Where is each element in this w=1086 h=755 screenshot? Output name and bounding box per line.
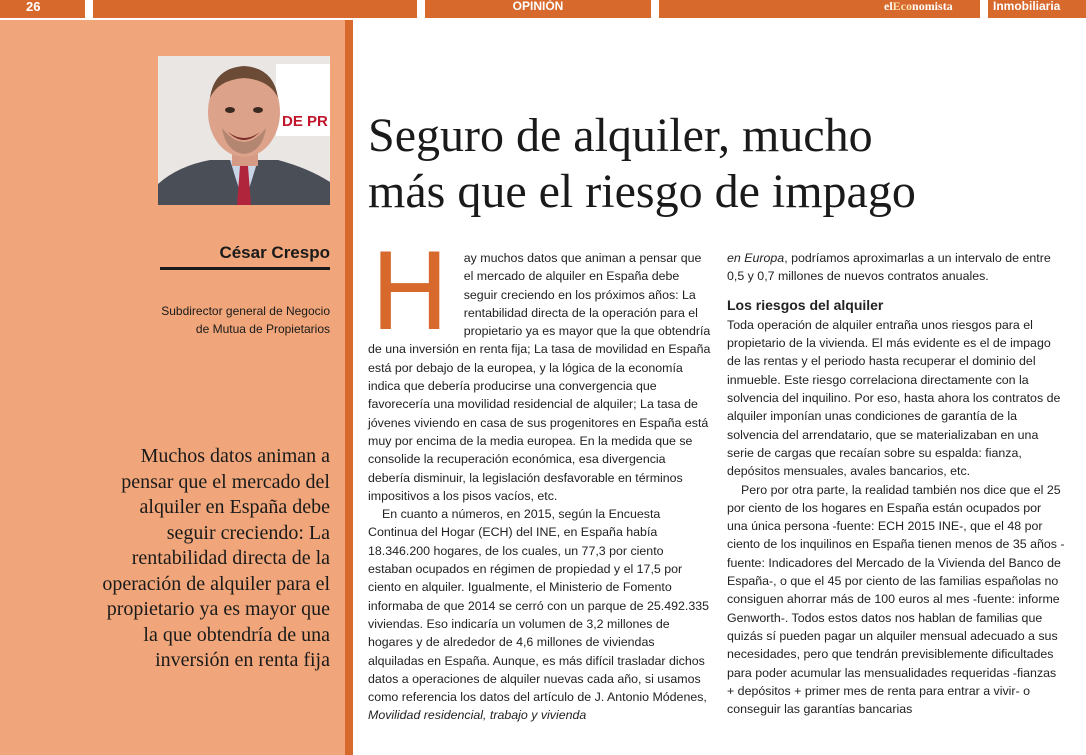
brand-suffix: nomista: [912, 0, 953, 13]
brand-logo: [884, 0, 953, 18]
top-bar: [0, 0, 1086, 18]
article-column-1: [368, 231, 711, 725]
paragraph-3: Toda operación de alquiler entraña unos riesgos para el propietario de la vivienda. El más evidente es el de impago de las rentas y el periodo hasta recuperar el dominio del inmueble. Este riesgo correlaciona directamente con la solvencia del inquilino. Por eso, hasta ahora los contratos de alquiler imponían unas condiciones de garantía de la solvencia del arrendatario, que se materializaban en una serie de cargas que recaían sobre su espalda: fianza, depósitos mensuales, avales bancarios, etc.: [727, 317, 1061, 479]
pull-quote: Muchos datos animan a pensar que el mercado del alquiler en España debe seguir creciendo: La rentabilidad directa de la operación de alquiler para el propietario ya es mayor que la que obtendría de una inversión en renta fija: [102, 445, 330, 671]
column-divider: [345, 20, 353, 755]
paragraph-2-end: , podríamos aproximarlas a un intervalo de entre 0,5 y 0,7 millones de nuevos contratos anuales.: [727, 251, 1051, 284]
photo-sign-text: DE PR: [282, 113, 328, 130]
author-role: [120, 302, 330, 338]
paragraph-2-text: En cuanto a números, en 2015, según la Encuesta Continua del Hogar (ECH) del INE, en España había 18.346.200 hogares, de los cuales, un 77,3 por ciento estaban ocupados en régimen de propiedad y el 17,5 por ciento en alquiler. Igualmente, el Ministerio de Fomento informaba de que 2014 se cerró con un parque de 25.492.335 viviendas. Eso indicaría un volumen de 3,2 millones de hogares y de alrededor de 4,6 millones de viviendas alquiladas en España. Aunque, es más difícil trasladar dichos datos a operaciones de alquiler nuevas cada año, si usamos como referencia los datos del artículo de J. Antonio Módenes,: [368, 507, 709, 705]
brand-highlight: Eco: [892, 0, 913, 13]
author-role-line-2: de Mutua de Propietarios: [195, 322, 330, 336]
drop-cap: H: [370, 231, 450, 354]
top-bar-segment-page: [0, 0, 85, 18]
section-label: OPINIÓN: [512, 0, 564, 13]
paragraph-2: [368, 505, 711, 725]
author-rule: [160, 267, 330, 270]
headline-line-2: más que el riesgo de impago: [368, 165, 916, 218]
paragraph-4: Pero por otra parte, la realidad también nos dice que el 25 por ciento de los hogares en España están ocupados por una única persona -fuente: ECH 2015 INE-, que el 48 por ciento de los inquilinos en España tienen menos de 35 años -fuente: Indicadores del Mercado de la Vivienda del Banco de España-, o que el 45 por ciento de las familias españolas no consiguen ahorrar más de 100 euros al mes -fuente: informe Genworth-. Todos estos datos nos hablan de familias que quizás sí pueden pagar un alquiler mensual adecuado a sus necesidades, pero que tendrán previsiblemente dificultades para poder acumular las mensualidades requeridas -fianzas + depósitos + primer mes de renta para entrar a vivir- o conseguir las garantías bancarias: [727, 482, 1065, 717]
paragraph-1-text: ay muchos datos que animan a pensar que el mercado de alquiler en España debe seguir creciendo en los próximos años: La rentabilidad directa de la operación para el propietario ya es mayor que la que obtendría de una inversión en renta fija; La tasa de movilidad en España está por debajo de la europea, y la lógica de la economía indica que debería producirse una convergencia que favorecería una movilidad residencial de alquiler; La tasa de jóvenes viviendo en casa de sus progenitores en España está muy por encima de la media europea. En la medida que se consolide la recuperación económica, esa divergencia debería disminuir, la legislación desfavorable en términos impositivos a los pisos vacíos, etc.: [368, 251, 711, 503]
paragraph-1: [368, 231, 711, 505]
top-bar-segment-left: [93, 0, 417, 18]
page-number: 26: [26, 0, 41, 14]
article-headline: [368, 108, 1068, 220]
headline-line-1: Seguro de alquiler, mucho: [368, 109, 873, 162]
author-name: César Crespo: [219, 243, 330, 262]
brand-prefix: el: [884, 0, 893, 13]
cited-title-part-2: en Europa: [727, 251, 785, 265]
author-role-line-1: Subdirector general de Negocio: [161, 304, 330, 318]
supplement-label: Inmobiliaria: [993, 0, 1061, 13]
cited-title-part-1: Movilidad residencial, trabajo y vivienda: [368, 708, 587, 723]
article-column-2: [727, 249, 1065, 718]
paragraph-2-continued: [727, 249, 1065, 286]
section-subhead: Los riesgos del alquiler: [727, 296, 884, 313]
author-portrait-image: [158, 56, 330, 205]
author-photo: [158, 56, 330, 205]
